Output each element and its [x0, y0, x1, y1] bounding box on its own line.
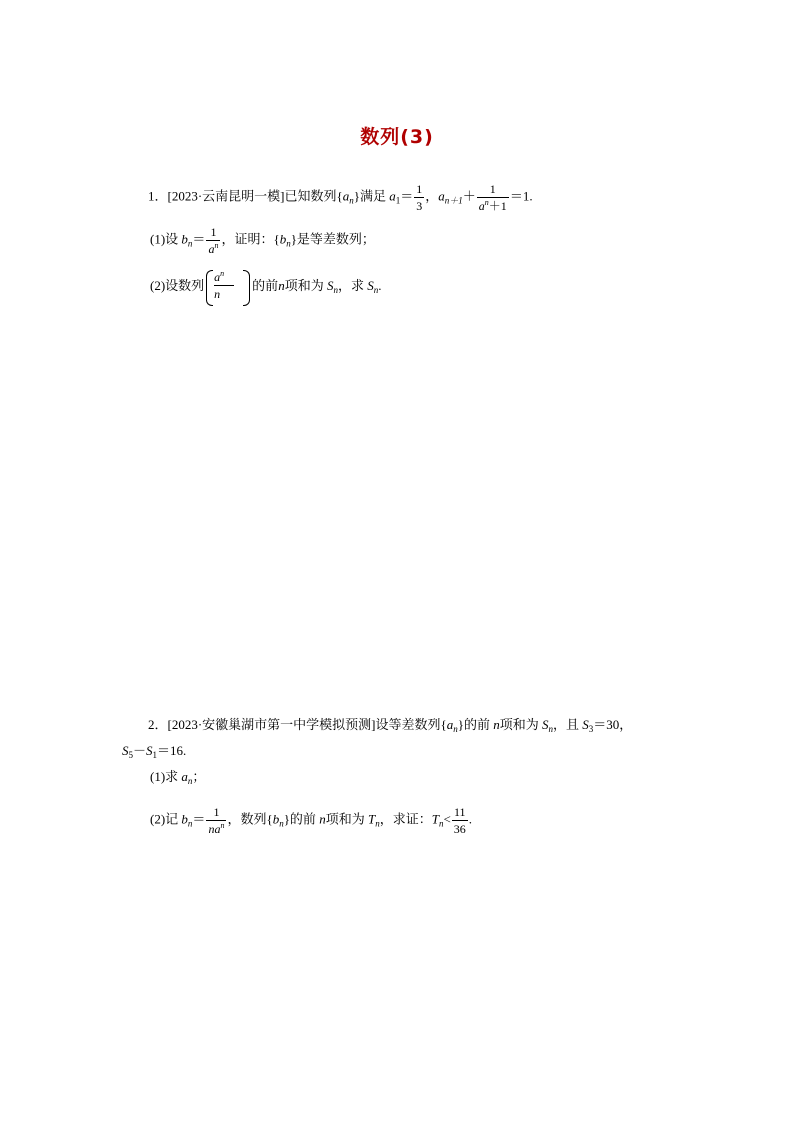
- text: .: [468, 811, 473, 827]
- problem-2-part-2: [150, 806, 472, 835]
- equals: ＝: [192, 231, 206, 247]
- frac-den: 36: [453, 822, 466, 836]
- text: }的前: [457, 717, 494, 732]
- S-3-sub: 3: [588, 724, 594, 734]
- frac-den: 3: [416, 199, 423, 213]
- b-n: b: [279, 231, 287, 247]
- text: ＝16.: [157, 743, 187, 758]
- den-na: na: [208, 822, 221, 836]
- b-n-sub: n: [279, 818, 284, 829]
- S-5-sub: 5: [128, 750, 133, 760]
- n: n: [319, 811, 326, 827]
- text: 项和为: [499, 717, 542, 732]
- text: ，求证：: [379, 811, 432, 827]
- text: ，且: [553, 717, 583, 732]
- text: }满足: [353, 188, 390, 204]
- text: }是等差数列；: [290, 231, 375, 247]
- a-n: a: [446, 717, 454, 732]
- S-n: S: [367, 277, 374, 293]
- comma: ，: [425, 188, 439, 204]
- part-label: (2)设数列: [150, 277, 205, 293]
- S-n-sub: n: [333, 284, 338, 295]
- den-sup: n: [484, 198, 489, 207]
- b-n: b: [272, 811, 280, 827]
- text: ，数列{: [227, 811, 273, 827]
- b-n-sub: n: [187, 238, 193, 249]
- frac-num: 1: [477, 183, 509, 198]
- T-n-sub: n: [438, 818, 444, 829]
- fraction-b-def: [206, 806, 226, 835]
- text: .: [378, 277, 382, 293]
- a-n-plus-1-sub: n＋1: [444, 195, 463, 206]
- sequence-braces-fraction: [206, 270, 250, 304]
- left-brace: [206, 270, 213, 306]
- text: 项和为: [325, 811, 368, 827]
- S-1: S: [146, 743, 153, 758]
- S-1-sub: 1: [152, 750, 158, 760]
- den-rest: ＋1: [488, 199, 507, 213]
- den-a: a: [478, 199, 485, 213]
- part-label: (2)记: [150, 811, 182, 827]
- equals: ＝: [192, 811, 206, 827]
- minus: －: [133, 743, 147, 758]
- right-brace: [243, 270, 250, 306]
- frac-num: [214, 270, 234, 286]
- den-sup: n: [214, 241, 219, 250]
- frac-num: 1: [206, 226, 220, 241]
- n: n: [493, 717, 500, 732]
- page-title: 数列(3): [360, 126, 434, 148]
- frac-num: 1: [206, 806, 226, 821]
- equals: ＝: [400, 188, 414, 204]
- S-n: S: [326, 277, 334, 293]
- seq-a-sub: n: [349, 195, 354, 206]
- text: 项和为: [284, 277, 327, 293]
- n: n: [278, 277, 285, 293]
- part-label: (1)设: [150, 231, 182, 247]
- num-sup: n: [220, 269, 225, 278]
- S-5: S: [122, 743, 129, 758]
- num-a: a: [214, 270, 221, 284]
- problem-1-part-1: [150, 226, 375, 255]
- T-n: T: [431, 811, 439, 827]
- text: ，证明：{: [221, 231, 280, 247]
- fraction-11-36: [452, 806, 468, 835]
- fraction-one-third: [414, 183, 424, 212]
- text: ＝30，: [593, 717, 633, 732]
- den-sup: n: [220, 821, 225, 830]
- frac-den: [206, 821, 226, 835]
- text: 的前: [252, 277, 279, 293]
- text: ，求: [337, 277, 368, 293]
- problem-2-stem-line-2: [122, 742, 186, 760]
- a-n: a: [181, 769, 188, 784]
- seq-a: a: [342, 188, 350, 204]
- T-n: T: [367, 811, 376, 827]
- problem-2-stem: [148, 716, 632, 734]
- frac-num: 1: [416, 182, 423, 196]
- a-n-sub: n: [187, 776, 193, 786]
- frac-den: [477, 198, 509, 212]
- plus: ＋: [462, 188, 476, 204]
- fraction-recurrence: [477, 183, 509, 212]
- a-n-plus-1: a: [438, 188, 445, 204]
- problem-1-part-2: [150, 270, 381, 304]
- frac-den: n: [214, 287, 221, 301]
- a1-sub: 1: [395, 195, 401, 206]
- b-n: b: [181, 811, 188, 827]
- problem-1-lead: 1．[2023·云南昆明一模]已知数列{: [148, 188, 343, 204]
- a-n-sub: n: [453, 724, 458, 734]
- part-label: (1)求: [150, 769, 182, 784]
- fraction-b-def: [206, 226, 220, 255]
- b-n-sub: n: [187, 818, 193, 829]
- text: ＝1.: [509, 188, 533, 204]
- S-3: S: [582, 717, 589, 732]
- less-than: <: [443, 811, 451, 827]
- a1: a: [389, 188, 396, 204]
- frac-num: 11: [452, 806, 468, 821]
- S-n: S: [542, 717, 549, 732]
- problem-2-part-1: [150, 768, 205, 786]
- b-n-sub: n: [286, 238, 291, 249]
- brace-fraction: [214, 270, 234, 300]
- den-a: a: [208, 242, 215, 256]
- problem-1-stem: [148, 183, 533, 212]
- b-n: b: [181, 231, 188, 247]
- text: ；: [192, 769, 206, 784]
- S-n-sub: n: [373, 284, 379, 295]
- text: }的前: [283, 811, 320, 827]
- problem-2-lead: 2．[2023·安徽巢湖市第一中学模拟预测]设等差数列{: [148, 717, 447, 732]
- S-n-sub: n: [548, 724, 553, 734]
- T-n-sub: n: [375, 818, 380, 829]
- frac-den: [206, 241, 220, 255]
